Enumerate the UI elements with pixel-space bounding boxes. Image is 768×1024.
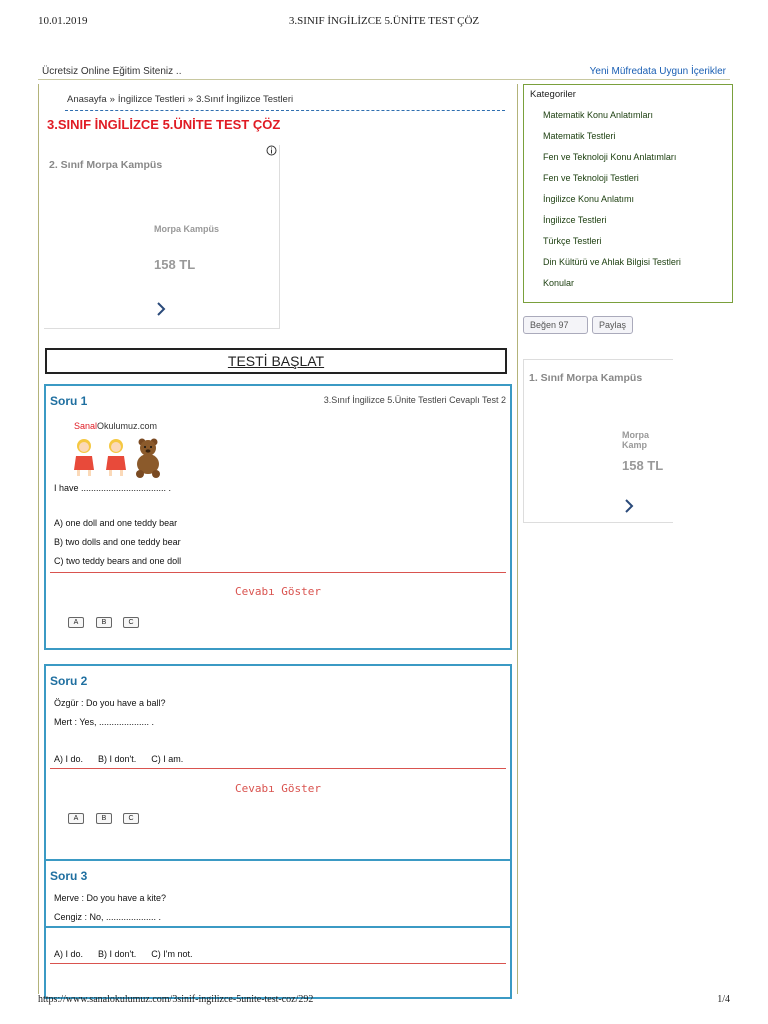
question-card-1 bbox=[44, 384, 512, 650]
question-number: Soru 1 bbox=[50, 394, 88, 408]
page-title: 3.SINIF İNGİLİZCE 5.ÜNİTE TEST ÇÖZ bbox=[47, 117, 281, 132]
ad-title: 1. Sınıf Morpa Kampüs bbox=[529, 372, 643, 384]
option-a-text: A) one doll and one teddy bear bbox=[54, 518, 178, 528]
breadcrumb-separator: » bbox=[187, 94, 194, 105]
dialog-line-1: Merve : Do you have a kite? bbox=[54, 893, 167, 903]
answer-a-button[interactable]: A bbox=[68, 813, 84, 824]
question-card-3 bbox=[44, 859, 512, 999]
ad-product-name: Morpa Kamp bbox=[622, 430, 649, 450]
like-label: Beğen 97 bbox=[530, 320, 569, 330]
sidebar-item-english-lessons[interactable]: İngilizce Konu Anlatımı bbox=[543, 194, 635, 204]
toys-illustration bbox=[70, 436, 170, 478]
breadcrumb-english-tests[interactable]: İngilizce Testleri bbox=[117, 94, 185, 105]
answer-c-button[interactable]: C bbox=[123, 617, 139, 628]
ad-banner-grade1[interactable] bbox=[523, 359, 673, 523]
answer-divider bbox=[50, 572, 506, 573]
answer-c-button[interactable]: C bbox=[123, 813, 139, 824]
sidebar-item-science-lessons[interactable]: Fen ve Teknoloji Konu Anlatımları bbox=[543, 152, 677, 162]
show-answer-button[interactable]: Cevabı Göster bbox=[234, 585, 322, 598]
ad-price: 158 TL bbox=[154, 257, 196, 272]
dialog-line-2: Cengiz : No, .................... . bbox=[54, 912, 162, 922]
print-title: 3.SINIF İNGİLİZCE 5.ÜNİTE TEST ÇÖZ bbox=[288, 15, 480, 27]
print-url: https://www.sanalokulumuz.com/3sinif-ingilizce-5unite-test-coz/292 bbox=[38, 994, 314, 1005]
show-answer-button[interactable]: Cevabı Göster bbox=[234, 782, 322, 795]
options-inline: A) I do. B) I don't. C) I am. bbox=[54, 754, 184, 764]
options-inline: A) I do. B) I don't. C) I'm not. bbox=[54, 949, 193, 959]
breadcrumb-grade3-english[interactable]: 3.Sınıf İngilizce Testleri bbox=[196, 94, 294, 105]
question-subtitle: 3.Sınıf İngilizce 5.Ünite Testleri Cevaplı Test 2 bbox=[323, 395, 506, 405]
sidebar-item-turkish-tests[interactable]: Türkçe Testleri bbox=[543, 236, 602, 246]
share-label: Paylaş bbox=[599, 320, 627, 330]
ad-banner-grade2[interactable] bbox=[44, 145, 280, 329]
answer-b-button[interactable]: B bbox=[96, 813, 112, 824]
main-content bbox=[38, 84, 518, 994]
sidebar-item-topics[interactable]: Konular bbox=[543, 278, 575, 288]
breadcrumb-separator: » bbox=[109, 94, 115, 105]
sidebar-item-math-lessons[interactable]: Matematik Konu Anlatımları bbox=[543, 110, 654, 120]
answer-b-button[interactable]: B bbox=[96, 617, 112, 628]
ad-product-name: Morpa Kampüs bbox=[154, 224, 220, 234]
breadcrumb-home[interactable]: Anasayfa bbox=[67, 94, 107, 105]
question-text: I have .................................. . bbox=[54, 483, 172, 493]
logo-part-1: Sanal bbox=[74, 421, 98, 431]
sidebar-item-english-tests[interactable]: İngilizce Testleri bbox=[543, 215, 607, 225]
breadcrumb-divider bbox=[65, 110, 505, 111]
answer-divider bbox=[50, 768, 506, 769]
question-number: Soru 3 bbox=[50, 869, 88, 883]
ad-price: 158 TL bbox=[622, 458, 664, 473]
sidebar-item-religion-tests[interactable]: Din Kültürü ve Ahlak Bilgisi Testleri bbox=[543, 257, 681, 267]
like-button[interactable] bbox=[523, 316, 588, 334]
option-c-text: C) two teddy bears and one doll bbox=[54, 556, 182, 566]
start-test-button[interactable] bbox=[45, 348, 507, 374]
info-icon[interactable] bbox=[266, 145, 277, 156]
site-slogan: Ücretsiz Online Eğitim Siteniz .. bbox=[42, 66, 182, 77]
sidebar-heading: Kategoriler bbox=[530, 89, 576, 100]
breadcrumb bbox=[67, 94, 293, 105]
sidebar-categories bbox=[523, 84, 733, 303]
print-date: 10.01.2019 bbox=[38, 15, 88, 27]
dialog-line-2: Mert : Yes, .................... . bbox=[54, 717, 155, 727]
top-divider bbox=[38, 79, 730, 80]
answer-a-button[interactable]: A bbox=[68, 617, 84, 628]
dialog-line-1: Özgür : Do you have a ball? bbox=[54, 698, 166, 708]
sidebar-item-math-tests[interactable]: Matematik Testleri bbox=[543, 131, 616, 141]
start-test-label: TESTİ BAŞLAT bbox=[227, 353, 325, 369]
site-logo bbox=[74, 421, 157, 431]
top-bar bbox=[38, 66, 730, 80]
chevron-right-icon[interactable] bbox=[155, 302, 167, 316]
ad-title: 2. Sınıf Morpa Kampüs bbox=[49, 159, 163, 171]
chevron-right-icon[interactable] bbox=[623, 499, 635, 513]
answer-divider bbox=[50, 963, 506, 964]
logo-part-2: Okulumuz.com bbox=[97, 421, 158, 431]
curriculum-link[interactable]: Yeni Müfredata Uygun İçerikler bbox=[589, 66, 726, 77]
question-number: Soru 2 bbox=[50, 674, 88, 688]
option-b-text: B) two dolls and one teddy bear bbox=[54, 537, 181, 547]
share-button[interactable] bbox=[592, 316, 633, 334]
print-page-number: 1/4 bbox=[717, 994, 730, 1005]
sidebar-item-science-tests[interactable]: Fen ve Teknoloji Testleri bbox=[543, 173, 639, 183]
